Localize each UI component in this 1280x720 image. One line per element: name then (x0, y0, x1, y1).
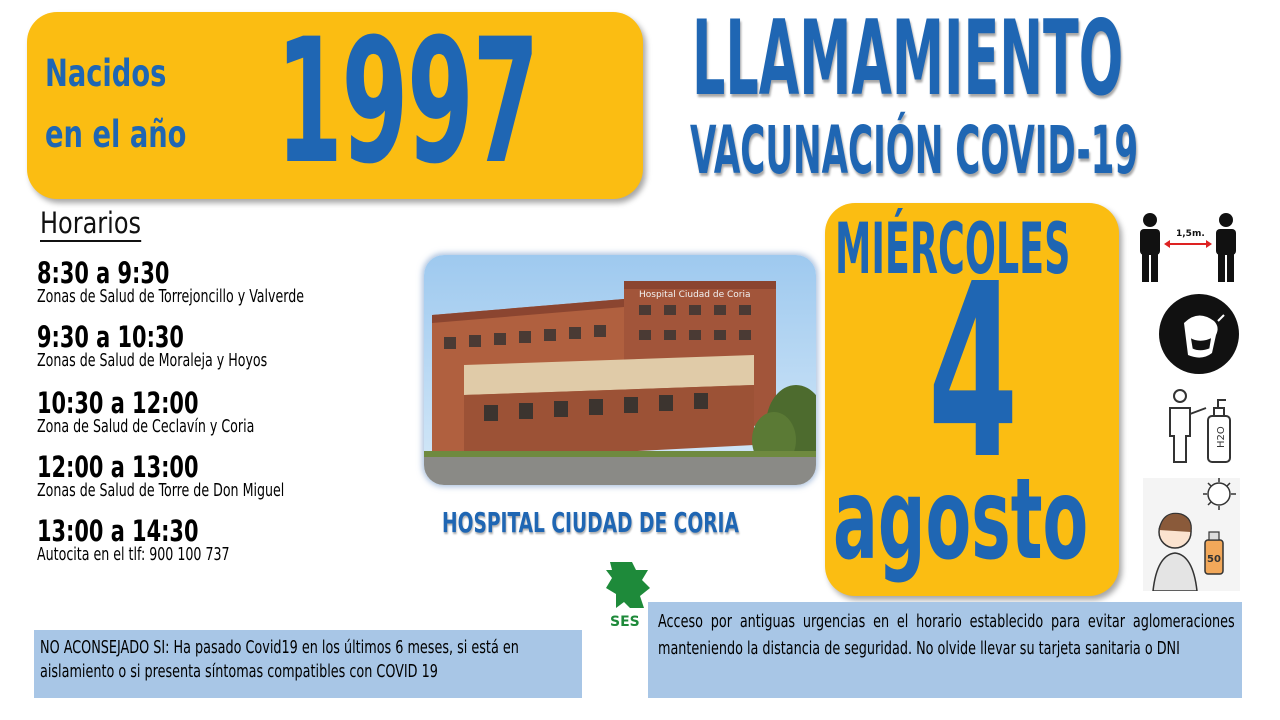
slot-time: 12:00 a 13:00 (37, 450, 199, 484)
hospital-photo (424, 255, 816, 485)
birth-year: 1997 (276, 1, 539, 202)
born-label-line2: en el año (45, 113, 187, 156)
schedule-title: Horarios (40, 206, 142, 240)
spf-label: 50 (1207, 554, 1221, 565)
hospital-sign: Hospital Ciudad de Coria (639, 290, 751, 300)
date-month: agosto (833, 455, 1089, 585)
face-mask-icon (1158, 293, 1240, 375)
date-day: 4 (928, 232, 1019, 512)
photo-caption: HOSPITAL CIUDAD DE CORIA (442, 506, 739, 539)
sanitizer-label: H2O (1216, 426, 1227, 448)
slot-zone: Zonas de Salud de Torrejoncillo y Valverde (37, 286, 305, 307)
slot-zone: Autocita en el tlf: 900 100 737 (37, 544, 230, 565)
schedule-slot (37, 452, 354, 500)
sunscreen-icon (1143, 478, 1240, 591)
slot-time: 9:30 a 10:30 (37, 320, 184, 354)
title-main: LLAMAMIENTO (692, 0, 1124, 119)
slot-zone: Zonas de Salud de Torre de Don Miguel (37, 480, 285, 501)
schedule-slot (37, 516, 284, 564)
born-label-line1: Nacidos (45, 52, 167, 95)
schedule-slot (37, 322, 332, 370)
schedule-slot (37, 388, 316, 436)
warning-text: NO ACONSEJADO SI: Ha pasado Covid19 en los últimos 6 meses, si está en aislamiento o si presenta síntomas compatibles con COVID 19 (40, 637, 519, 682)
schedule-slot (37, 258, 379, 306)
slot-zone: Zona de Salud de Ceclavín y Coria (37, 416, 255, 437)
slot-time: 8:30 a 9:30 (37, 256, 170, 290)
ses-logo (596, 560, 654, 634)
access-info-text: Acceso por antiguas urgencias en el horario establecido para evitar aglomeraciones manteniendo la distancia de seguridad. No olvide llevar su tarjeta sanitaria o DNI (658, 611, 1235, 659)
social-distance-icon (1132, 208, 1244, 286)
hand-sanitizer-icon (1158, 386, 1240, 466)
ses-logo-text: SES (610, 614, 640, 630)
distance-label: 1,5m. (1176, 229, 1205, 239)
slot-time: 10:30 a 12:00 (37, 386, 199, 420)
slot-zone: Zonas de Salud de Moraleja y Hoyos (37, 350, 268, 371)
slot-time: 13:00 a 14:30 (37, 514, 199, 548)
title-sub: VACUNACIÓN COVID-19 (690, 112, 1139, 189)
date-weekday: MIÉRCOLES (835, 208, 1071, 290)
